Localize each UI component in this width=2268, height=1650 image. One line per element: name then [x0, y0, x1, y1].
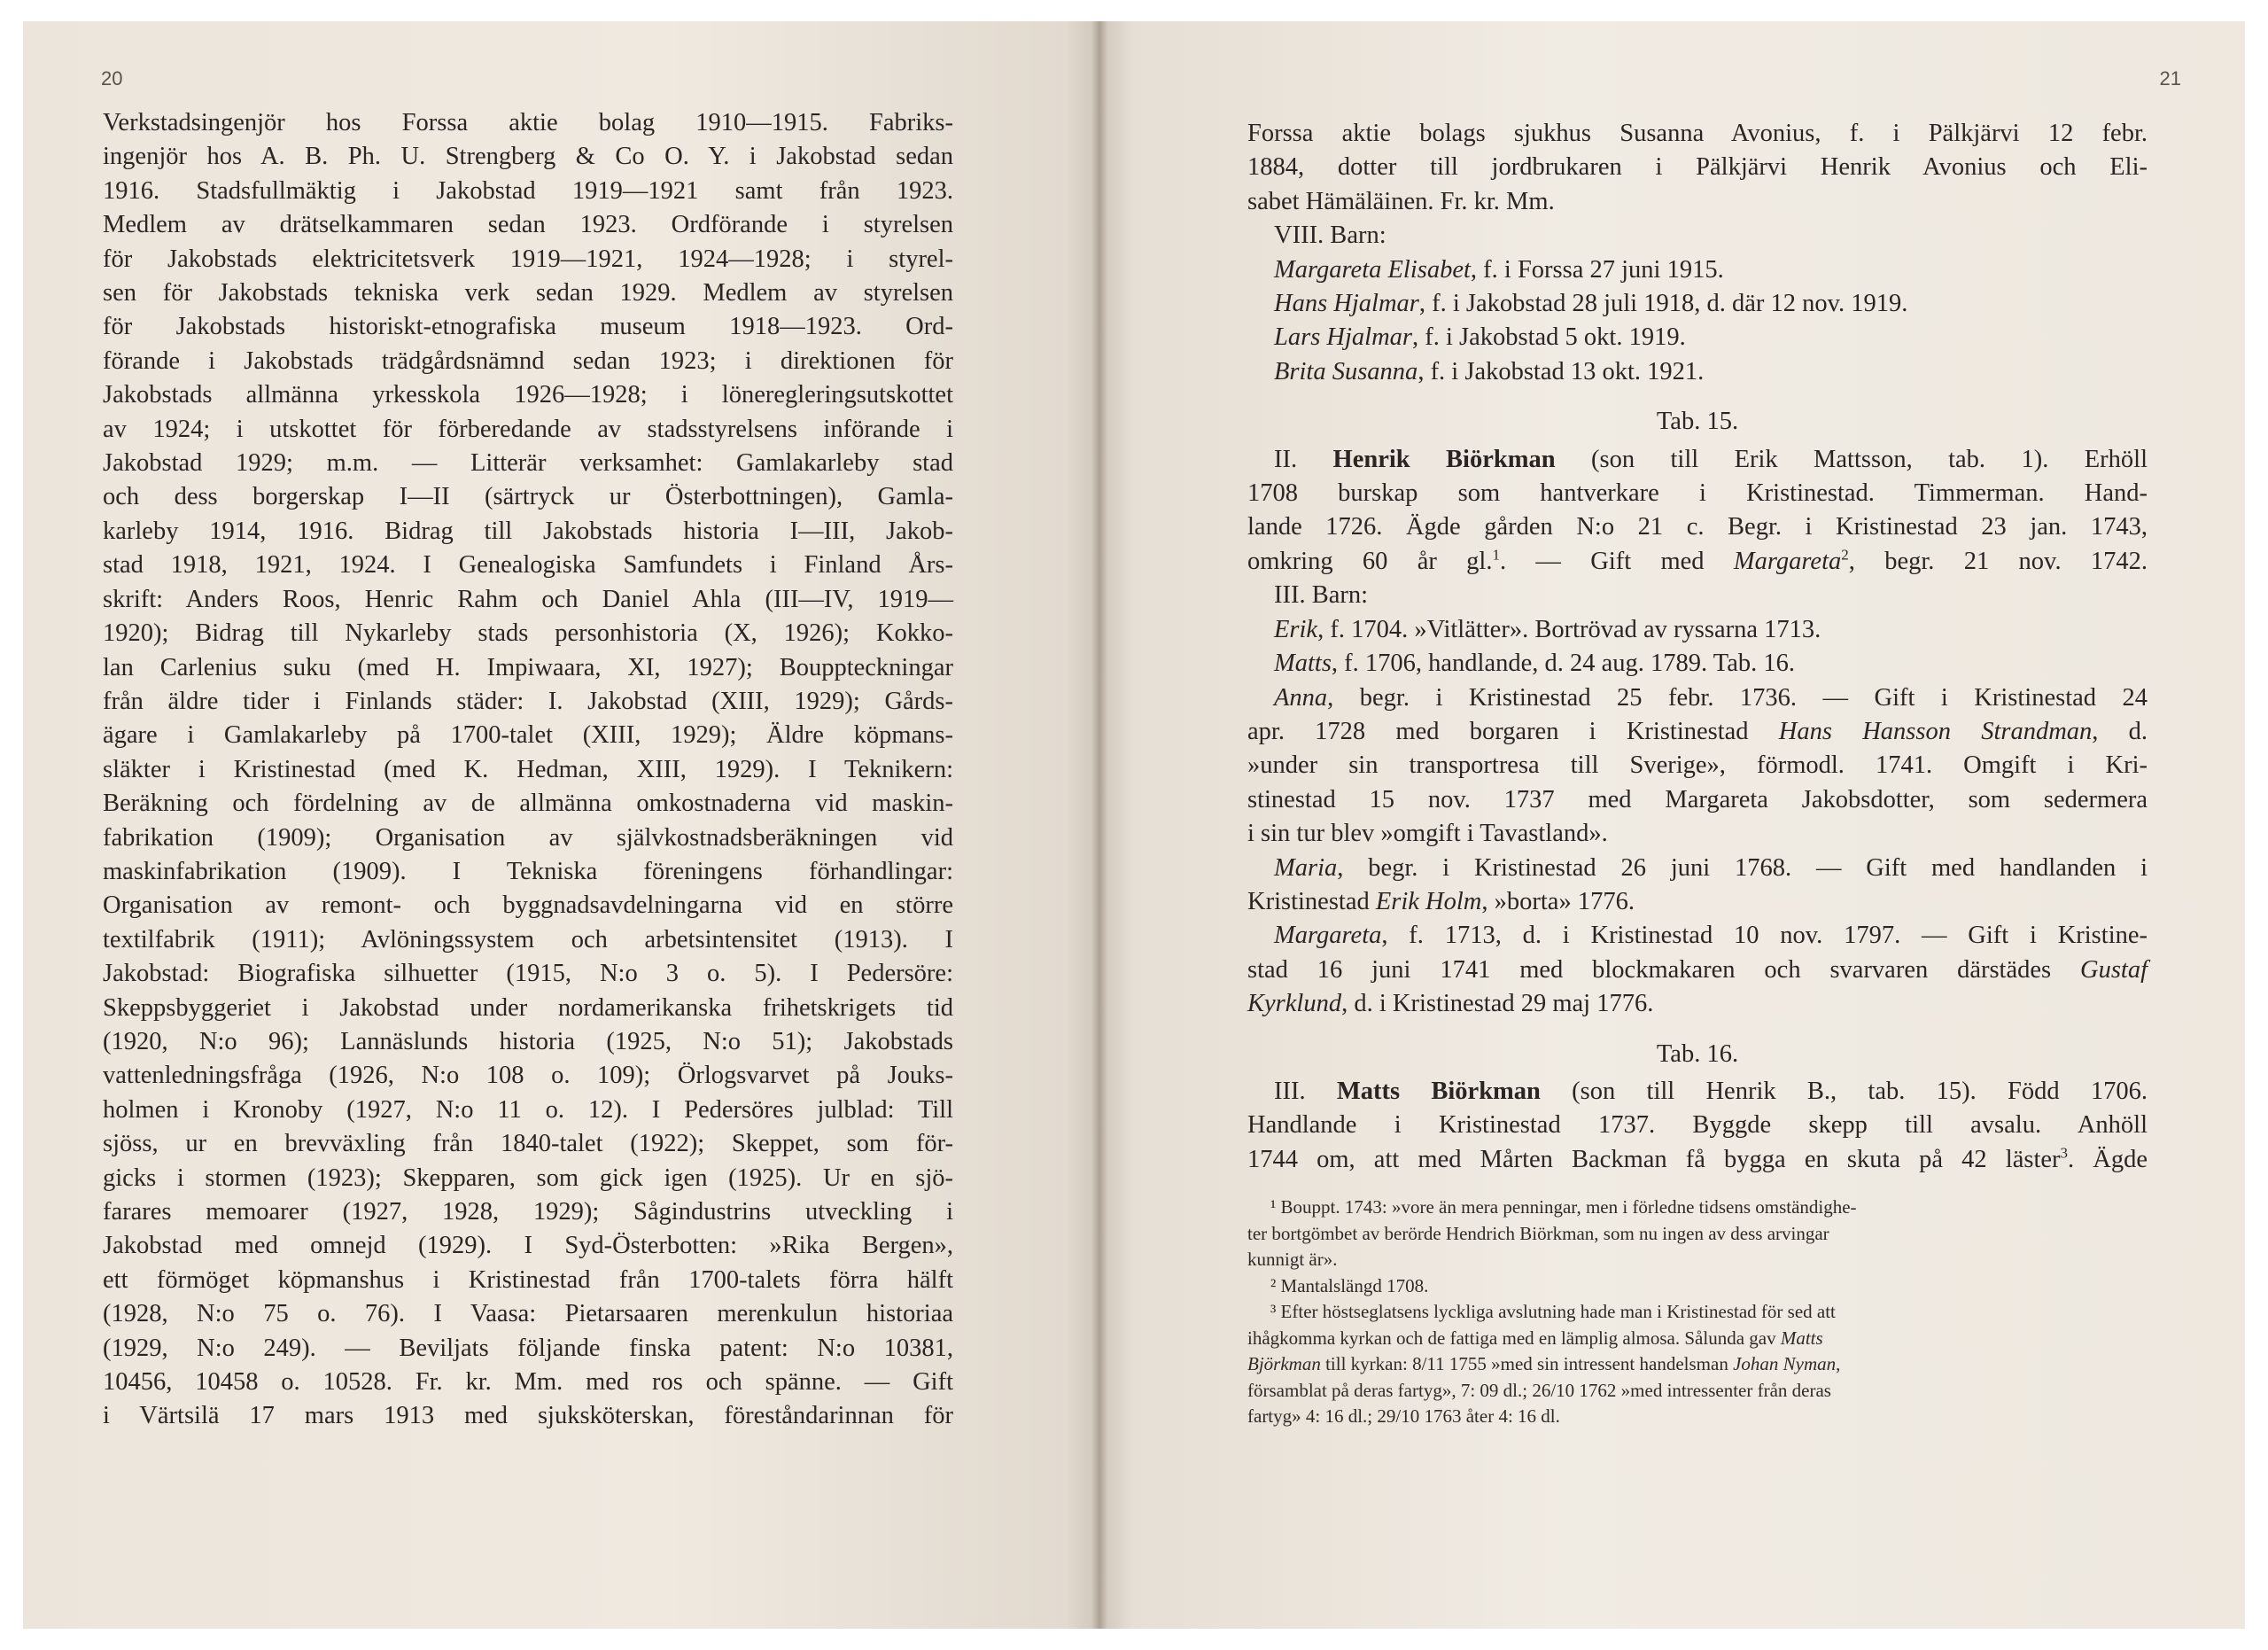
text-line: av 1924; i utskottet för förberedande av stadsstyrelsens införande i — [103, 415, 953, 443]
text-line: Verkstadsingenjör hos Forssa aktie bolag 1910—1915. Fabriks- — [103, 109, 953, 136]
text-line: sjöss, ur en brevväxling från 1840-talet (1922); Skeppet, som för- — [103, 1130, 953, 1158]
child-entry: Erik, f. 1704. »Vitlätter». Bortrövad av ryssarna 1713. — [1274, 615, 1821, 643]
text-line: Handlande i Kristinestad 1737. Byggde skepp till avsalu. Anhöll — [1247, 1111, 2148, 1140]
child-entry: Margareta, f. 1713, d. i Kristinestad 10 nov. 1797. — Gift i Kristine- — [1274, 922, 2148, 950]
text-line: karleby 1914, 1916. Bidrag till Jakobstads historia I—III, Jakob- — [103, 517, 953, 545]
text-line: Medlem av drätselkammaren sedan 1923. Ordförande i styrelsen — [103, 211, 953, 239]
text-line: stad 16 juni 1741 med blockmakaren och svarvaren därstädes Gustaf — [1247, 955, 2148, 984]
footnote-3-cont: Björkman till kyrkan: 8/11 1755 »med sin intressent handelsman Johan Nyman, — [1247, 1353, 1841, 1375]
text-line: Jakobstad med omnejd (1929). I Syd-Österbotten: »Rika Bergen», — [103, 1232, 953, 1260]
footnote-1-cont: kunnigt är». — [1247, 1249, 1338, 1271]
text-line: Kyrklund, d. i Kristinestad 29 maj 1776. — [1247, 990, 1654, 1018]
footnote-1-cont: ter bortgömbet av berörde Hendrich Biörkman, som nu ingen av dess arvingar — [1247, 1222, 1829, 1244]
text-line: II. Henrik Biörkman (son till Erik Mattsson, tab. 1). Erhöll — [1274, 445, 2148, 473]
text-line: maskinfabrikation (1909). I Tekniska föreningens förhandlingar: — [103, 857, 953, 885]
text-line: textilfabrik (1911); Avlöningssystem och arbetsintensitet (1913). I — [103, 925, 953, 953]
text-line: stinestad 15 nov. 1737 med Margareta Jakobsdotter, som sedermera — [1247, 785, 2148, 813]
text-line: gicks i stormen (1923); Skepparen, som gick igen (1925). Ur en sjö- — [103, 1164, 953, 1192]
text-line: Forssa aktie bolags sjukhus Susanna Avonius, f. i Pälkjärvi 12 febr. — [1247, 120, 2148, 147]
text-line: 1744 om, att med Mårten Backman få bygga en skuta på 42 läster$^3$. Ägde — [1247, 1144, 2148, 1173]
text-line: holmen i Kronoby (1927, N:o 11 o. 12). I Pedersöres julblad: Till — [103, 1095, 953, 1124]
text-line: från äldre tider i Finlands städer: I. Jakobstad (XIII, 1929); Gårds- — [103, 687, 953, 715]
text-line: Jakobstads allmänna yrkesskola 1926—1928; i löneregleringsutskottet — [103, 381, 953, 409]
text-line: Jakobstad: Biografiska silhuetter (1915, N:o 3 o. 5). I Pedersöre: — [103, 960, 953, 988]
footnote-3-cont: ihågkomma kyrkan och de fattiga med en lämplig almosa. Sålunda gav Matts — [1247, 1327, 1823, 1349]
text-line: 1916. Stadsfullmäktig i Jakobstad 1919—1921 samt från 1923. — [103, 176, 953, 205]
text-line: skrift: Anders Roos, Henric Rahm och Daniel Ahla (III—IV, 1919— — [103, 585, 953, 613]
text-line: Organisation av remont- och byggnadsavdelningarna vid en större — [103, 891, 953, 920]
footnotes — [1247, 1195, 2148, 1430]
footnote-3: ³ Efter höstseglatsens lyckliga avslutning hade man i Kristinestad för sed att — [1270, 1301, 1836, 1323]
child-entry: Anna, begr. i Kristinestad 25 febr. 1736. — Gift i Kristinestad 24 — [1274, 683, 2148, 712]
text-line: 10456, 10458 o. 10528. Fr. kr. Mm. med ros och spänne. — Gift — [103, 1368, 953, 1397]
right-text-column — [1247, 117, 2148, 1430]
text-line: för Jakobstads historiskt-etnografiska museum 1918—1923. Ord- — [103, 313, 953, 341]
children-heading: III. Barn: — [1274, 581, 1369, 610]
text-line: och dess borgerskap I—II (särtryck ur Österbottningen), Gamla- — [103, 483, 953, 511]
text-line: III. Matts Biörkman (son till Henrik B., tab. 15). Född 1706. — [1274, 1077, 2148, 1105]
text-line: 1708 burskap som hantverkare i Kristinestad. Timmerman. Hand- — [1247, 479, 2148, 508]
text-line: stad 1918, 1921, 1924. I Genealogiska Samfundets i Finland Års- — [103, 551, 953, 580]
left-text-column — [103, 106, 953, 1434]
text-line: (1929, N:o 249). — Beviljats följande finska patent: N:o 10381, — [103, 1334, 953, 1362]
text-line: i Värtsilä 17 mars 1913 med sjuksköterskan, föreståndarinnan för — [103, 1402, 953, 1430]
text-line: Jakobstad 1929; m.m. — Litterär verksamhet: Gamlakarleby stad — [103, 449, 953, 478]
child-entry: Hans Hjalmar, f. i Jakobstad 28 juli 1918, d. där 12 nov. 1919. — [1274, 290, 1908, 318]
text-line: sabet Hämäläinen. Fr. kr. Mm. — [1247, 187, 1555, 215]
child-entry: Maria, begr. i Kristinestad 26 juni 1768. — Gift med handlanden i — [1274, 853, 2148, 882]
text-line: Kristinestad Erik Holm, »borta» 1776. — [1247, 887, 1635, 915]
text-line: Skeppsbyggeriet i Jakobstad under nordamerikanska frihetskrigets tid — [103, 993, 953, 1022]
page-number-right: 21 — [2159, 67, 2181, 90]
page-number-left: 20 — [101, 67, 123, 90]
section-heading-tab15: Tab. 15. — [1656, 408, 1739, 436]
text-line: vattenledningsfråga (1926, N:o 108 o. 109); Örlogsvarvet på Jouks- — [103, 1062, 953, 1090]
text-line: förande i Jakobstads trädgårdsnämnd sedan 1923; i direktionen för — [103, 346, 953, 375]
text-line: ägare i Gamlakarleby på 1700-talet (XIII, 1929); Äldre köpmans- — [103, 721, 953, 750]
footnote-3-cont: fartyg» 4: 16 dl.; 29/10 1763 åter 4: 16 dl. — [1247, 1405, 1560, 1428]
child-entry: Lars Hjalmar, f. i Jakobstad 5 okt. 1919. — [1274, 323, 1686, 352]
book-spread — [23, 21, 2245, 1629]
child-entry: Matts, f. 1706, handlande, d. 24 aug. 1789. Tab. 16. — [1274, 650, 1795, 678]
right-page — [1099, 21, 2245, 1629]
text-line: ett förmöget köpmanshus i Kristinestad från 1700-talets förra hälft — [103, 1265, 953, 1294]
text-line: lande 1726. Ägde gården N:o 21 c. Begr. i Kristinestad 23 jan. 1743, — [1247, 513, 2148, 541]
text-line: apr. 1728 med borgaren i Kristinestad Hans Hansson Strandman, d. — [1247, 717, 2148, 745]
text-line: sen för Jakobstads tekniska verk sedan 1929. Medlem av styrelsen — [103, 279, 953, 307]
book-gutter — [1091, 21, 1107, 1629]
text-line: farares memoarer (1927, 1928, 1929); Sågindustrins utveckling i — [103, 1198, 953, 1226]
child-entry: Brita Susanna, f. i Jakobstad 13 okt. 1921. — [1274, 357, 1705, 385]
text-line: (1920, N:o 96); Lannäslunds historia (1925, N:o 51); Jakobstads — [103, 1027, 953, 1055]
text-line: »under sin transportresa till Sverige», förmodl. 1741. Omgift i Kri- — [1247, 751, 2148, 780]
text-line: 1920); Bidrag till Nykarleby stads personhistoria (X, 1926); Kokko- — [103, 619, 953, 648]
text-line: i sin tur blev »omgift i Tavastland». — [1247, 820, 1608, 848]
child-entry: Margareta Elisabet, f. i Forssa 27 juni 1915. — [1274, 255, 1724, 284]
section-heading-tab16: Tab. 16. — [1656, 1039, 1739, 1068]
text-line: släkter i Kristinestad (med K. Hedman, XIII, 1929). I Teknikern: — [103, 755, 953, 783]
text-line: ingenjör hos A. B. Ph. U. Strengberg & Co O. Y. i Jakobstad sedan — [103, 143, 953, 171]
text-line: omkring 60 år gl.$^1$. — Gift med Margareta$^2$, begr. 21 nov. 1742. — [1247, 546, 2148, 575]
footnote-1: ¹ Bouppt. 1743: »vore än mera penningar, men i förledne tidsens omständighe- — [1270, 1196, 1857, 1218]
footnote-separator — [1247, 1177, 2148, 1195]
children-heading: VIII. Barn: — [1274, 222, 1386, 250]
text-line: 1884, dotter till jordbrukaren i Pälkjärvi Henrik Avonius och Eli- — [1247, 153, 2148, 182]
text-line: fabrikation (1909); Organisation av självkostnadsberäkningen vid — [103, 823, 953, 852]
text-line: för Jakobstads elektricitetsverk 1919—1921, 1924—1928; i styrel- — [103, 245, 953, 273]
text-line: Beräkning och fördelning av de allmänna omkostnaderna vid maskin- — [103, 790, 953, 818]
footnote-2: ² Mantalslängd 1708. — [1270, 1274, 1429, 1296]
left-page — [23, 21, 1099, 1629]
text-line: lan Carlenius suku (med H. Impiwaara, XI, 1927); Bouppteckningar — [103, 653, 953, 681]
footnote-3-cont: församblat på deras fartyg», 7: 09 dl.; 26/10 1762 »med intressenter från deras — [1247, 1379, 1831, 1401]
text-line: (1928, N:o 75 o. 76). I Vaasa: Pietarsaaren merenkulun historiaa — [103, 1300, 953, 1328]
